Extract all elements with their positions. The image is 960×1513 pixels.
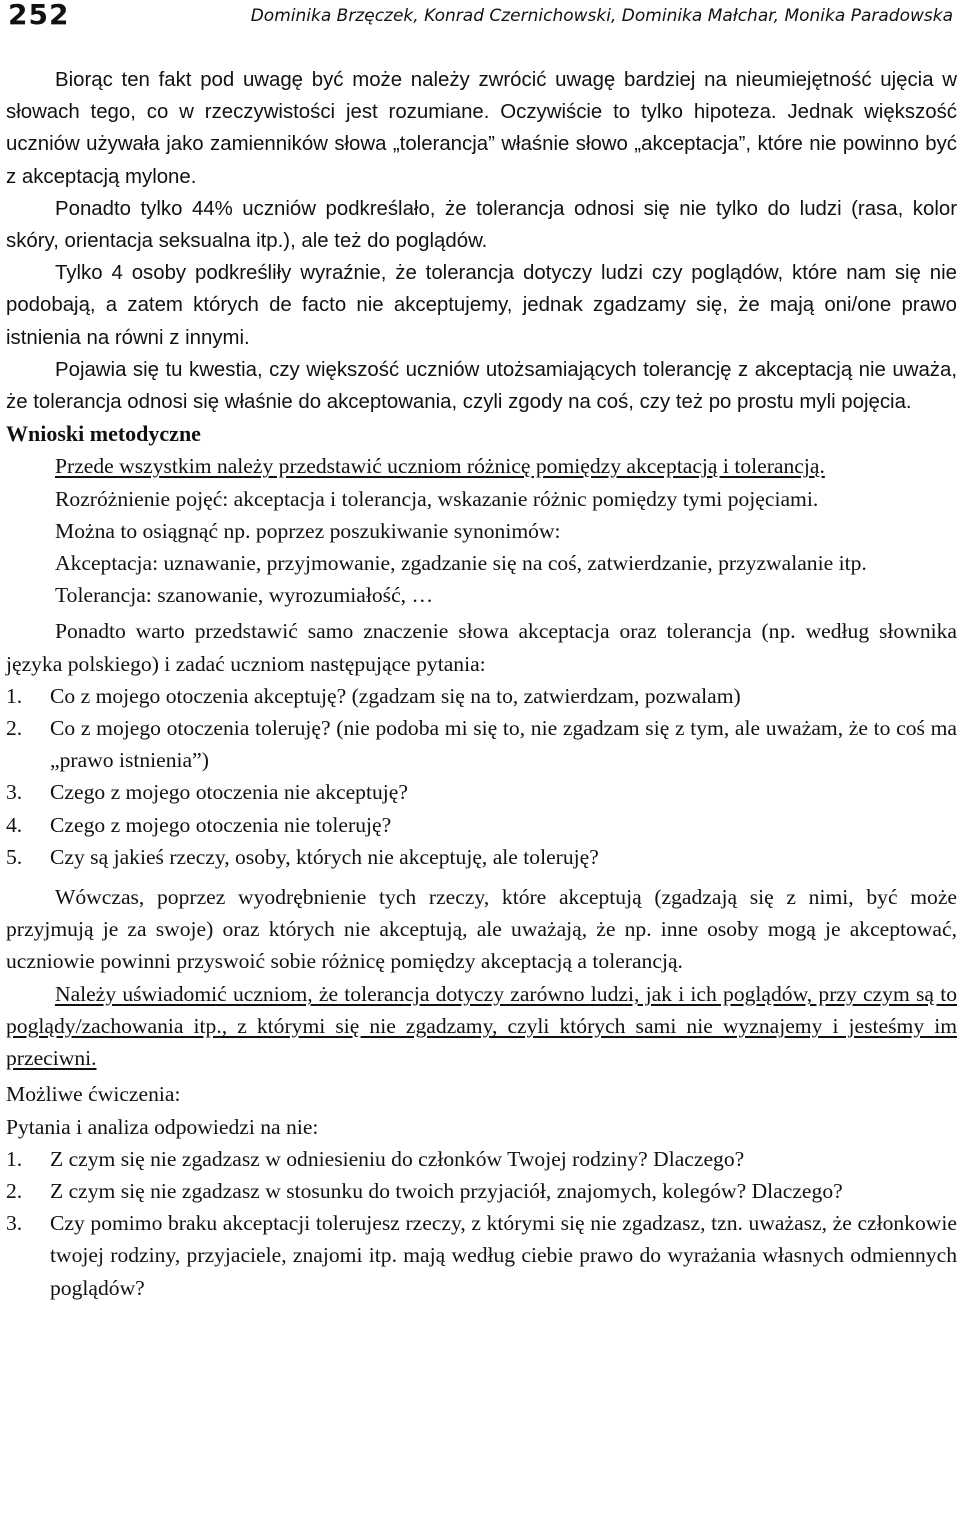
paragraph-3: Tylko 4 osoby podkreśliły wyraźnie, że tolerancja dotyczy ludzi czy poglądów, które nam się nie podobają, a zatem których de facto nie akceptujemy, jednak zgadzamy się, że mają oni/one prawo istnienia na równi z innymi. [6, 262, 957, 349]
section-paragraph-4: Akceptacja: uznawanie, przyjmowanie, zgadzanie się na coś, zatwierdzanie, przyzwalanie itp. [55, 551, 867, 576]
body-text [6, 64, 957, 1304]
list-item [6, 680, 957, 712]
spacer [6, 873, 957, 881]
section-heading: Wnioski metodyczne [6, 421, 201, 447]
document-page [6, 0, 957, 1300]
list-item [6, 1143, 957, 1175]
list-text: Co z mojego otoczenia toleruję? (nie podoba mi się to, nie zgadzam się z tym, ale uważam, że to coś ma „prawo istnienia”) [50, 716, 957, 773]
list-text: Co z mojego otoczenia akceptuję? (zgadzam się na to, zatwierdzam, pozwalam) [50, 683, 741, 708]
list-item [6, 1175, 957, 1207]
paragraph-1: Biorąc ten fakt pod uwagę być może należy zwrócić uwagę bardziej na nieumiejętność ujęcia w słowach tego, co w rzeczywistości jest rozumiane. Oczywiście to tylko hipoteza. Jednak większość uczniów używała jako zamienników słowa „tolerancja” właśnie słowo „akceptacja”, które nie powinno być z akceptacją mylone. [6, 69, 957, 188]
list-item [6, 776, 957, 808]
section-paragraph-6: Ponadto warto przedstawić samo znaczenie słowa akceptacja oraz tolerancja (np. według słownika języka polskiego) i zadać uczniom następujące pytania: [6, 619, 957, 676]
list-text: Czego z mojego otoczenia nie toleruję? [50, 812, 392, 837]
section-paragraph-1: Przede wszystkim należy przedstawić uczniom różnicę pomiędzy akceptacją i tolerancją. [55, 454, 825, 479]
list-number: 5. [6, 844, 23, 869]
list-number: 2. [6, 716, 23, 741]
list-item [6, 809, 957, 841]
list-item [6, 712, 957, 776]
list-text: Czy pomimo braku akceptacji tolerujesz rzeczy, z którymi się nie zgadzasz, tzn. uważasz, że członkowie twojej rodziny, przyjaciele, znajomi itp. mają według ciebie prawo do wyrażania własnych odmiennych poglądów? [50, 1211, 957, 1300]
list-number: 4. [6, 812, 23, 837]
list-text: Z czym się nie zgadzasz w stosunku do twoich przyjaciół, znajomych, kolegów? Dlaczego? [50, 1178, 843, 1203]
section-paragraph-10: Pytania i analiza odpowiedzi na nie: [6, 1114, 319, 1139]
header-authors: Dominika Brzęczek, Konrad Czernichowski, Dominika Małchar, Monika Paradowska [250, 6, 953, 26]
list-number: 1. [6, 1146, 23, 1171]
section-paragraph-9: Możliwe ćwiczenia: [6, 1082, 181, 1107]
list-number: 3. [6, 1211, 23, 1236]
exercises-list [6, 1143, 957, 1304]
list-number: 3. [6, 780, 23, 805]
paragraph-4: Pojawia się tu kwestia, czy większość uczniów utożsamiających tolerancję z akceptacją nie uważa, że tolerancja odnosi się właśnie do akceptowania, czyli zgody na coś, czy też po prostu myli pojęcia. [6, 358, 957, 414]
list-item [6, 1207, 957, 1304]
running-header [6, 0, 957, 58]
questions-list [6, 680, 957, 873]
section-paragraph-8: Należy uświadomić uczniom, że tolerancja dotyczy zarówno ludzi, jak i ich poglądów, przy czym są to poglądy/zachowania itp., z którymi się nie zgadzamy, czyli których sami nie wyznajemy i jesteśmy im przeciwni. [6, 981, 957, 1071]
list-number: 1. [6, 683, 23, 708]
list-text: Czego z mojego otoczenia nie akceptuję? [50, 780, 408, 805]
section-paragraph-2: Rozróżnienie pojęć: akceptacja i tolerancja, wskazanie różnic pomiędzy tymi pojęciami. [55, 486, 819, 511]
page-number: 252 [8, 0, 70, 31]
list-number: 2. [6, 1178, 23, 1203]
section-paragraph-5: Tolerancja: szanowanie, wyrozumiałość, … [55, 583, 434, 608]
list-text: Czy są jakieś rzeczy, osoby, których nie akceptuję, ale toleruję? [50, 844, 599, 869]
paragraph-2: Ponadto tylko 44% uczniów podkreślało, że tolerancja odnosi się nie tylko do ludzi (rasa, kolor skóry, orientacja seksualna itp.), ale też do poglądów. [6, 197, 957, 253]
section-paragraph-7: Wówczas, poprzez wyodrębnienie tych rzeczy, które akceptują (zgadzają się z nimi, być może przyjmują je za swoje) oraz których nie akceptują, ale uważają, że np. inne osoby mogą je akceptować, uczniowie powinni przyswoić sobie różnicę pomiędzy akceptacją a tolerancją. [6, 885, 957, 974]
section-paragraph-3: Można to osiągnąć np. poprzez poszukiwanie synonimów: [55, 518, 561, 543]
list-text: Z czym się nie zgadzasz w odniesieniu do członków Twojej rodziny? Dlaczego? [50, 1146, 745, 1171]
list-item [6, 841, 957, 873]
